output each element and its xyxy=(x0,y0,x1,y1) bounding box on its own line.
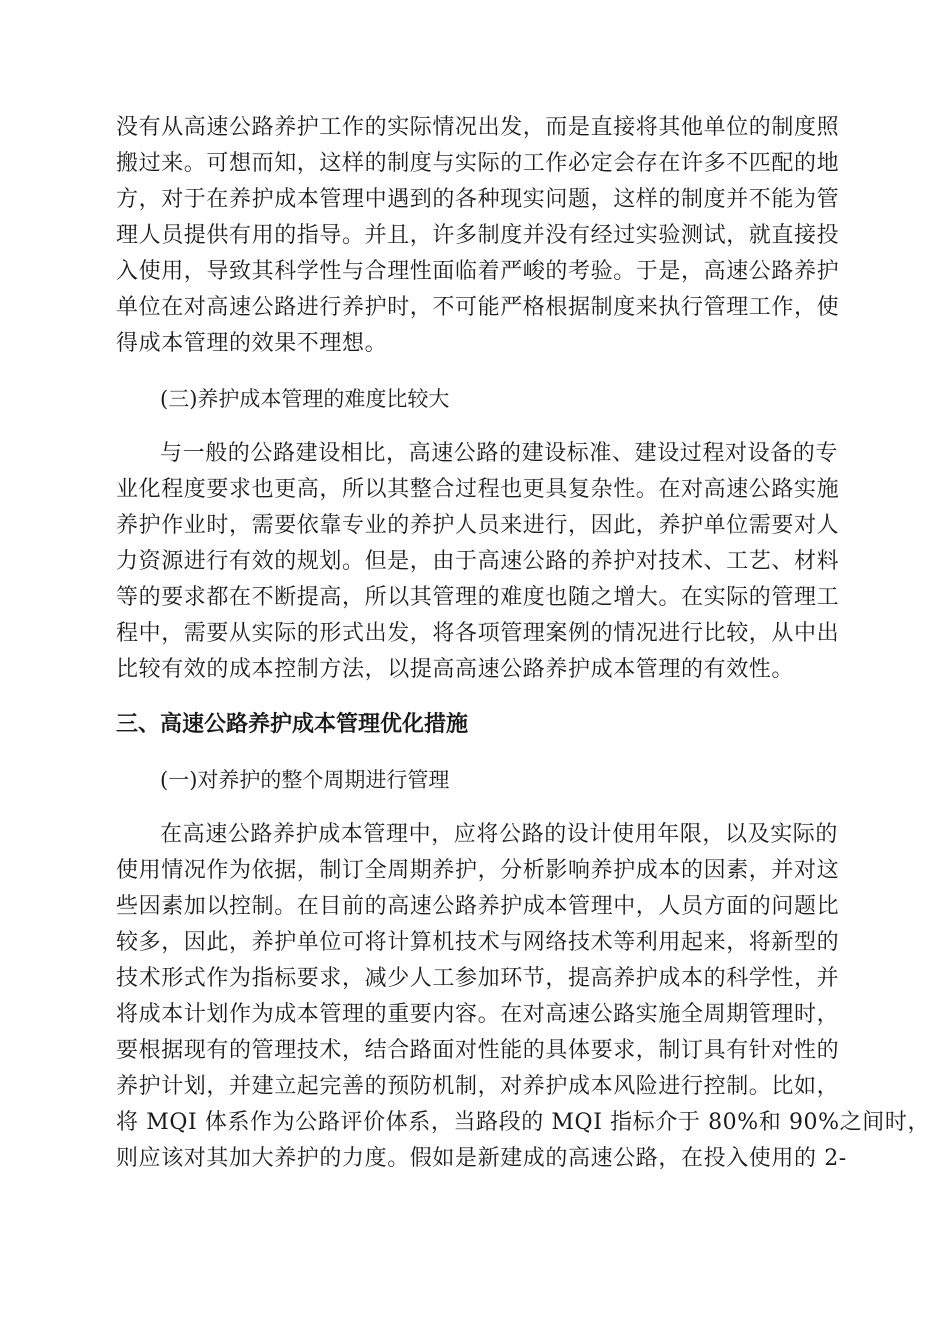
text-line: 得成本管理的效果不理想。 xyxy=(116,331,388,356)
text-line: 养护计划，并建立起完善的预防机制，对养护成本风险进行控制。比如， xyxy=(116,1074,840,1099)
text-line: 些因素加以控制。在目前的高速公路养护成本管理中，人员方面的问题比 xyxy=(116,894,840,919)
paragraph-3 xyxy=(116,817,931,1177)
subheading-difficulty: (三)养护成本管理的难度比较大 xyxy=(160,387,450,411)
paragraph-1 xyxy=(116,110,840,362)
document-page xyxy=(116,110,931,1196)
text-line: 入使用，导致其科学性与合理性面临着严峻的考验。于是，高速公路养护 xyxy=(116,259,840,284)
text-line: 与一般的公路建设相比，高速公路的建设标准、建设过程对设备的专 xyxy=(160,441,839,466)
text-line: 养护作业时，需要依靠专业的养护人员来进行，因此，养护单位需要对人 xyxy=(116,513,840,538)
text-line: 理人员提供有用的指导。并且，许多制度并没有经过实验测试，就直接投 xyxy=(116,223,840,248)
text-line: 方，对于在养护成本管理中遇到的各种现实问题，这样的制度并不能为管 xyxy=(116,187,840,212)
paragraph-2 xyxy=(116,436,840,688)
text-line: 较多，因此，养护单位可将计算机技术与网络技术等利用起来，将新型的 xyxy=(116,930,840,955)
text-line: 没有从高速公路养护工作的实际情况出发，而是直接将其他单位的制度照 xyxy=(116,115,840,140)
text-line: 力资源进行有效的规划。但是，由于高速公路的养护对技术、工艺、材料 xyxy=(116,549,840,574)
text-line: 单位在对高速公路进行养护时，不可能严格根据制度来执行管理工作，使 xyxy=(116,295,840,320)
section-heading: 三、高速公路养护成本管理优化措施 xyxy=(116,712,469,737)
text-line: 将成本计划作为成本管理的重要内容。在对高速公路实施全周期管理时， xyxy=(116,1002,840,1027)
text-line: 使用情况作为依据，制订全周期养护，分析影响养护成本的因素，并对这 xyxy=(116,858,840,883)
subheading-full-cycle: (一)对养护的整个周期进行管理 xyxy=(160,768,450,792)
text-line: 则应该对其加大养护的力度。假如是新建成的高速公路，在投入使用的 2- xyxy=(116,1146,847,1171)
text-line: 技术形式作为指标要求，减少人工参加环节，提高养护成本的科学性，并 xyxy=(116,966,840,991)
text-line: 要根据现有的管理技术，结合路面对性能的具体要求，制订具有针对性的 xyxy=(116,1038,840,1063)
text-line: 搬过来。可想而知，这样的制度与实际的工作必定会存在许多不匹配的地 xyxy=(116,151,840,176)
text-line: 比较有效的成本控制方法，以提高高速公路养护成本管理的有效性。 xyxy=(116,657,795,682)
text-line: 等的要求都在不断提高，所以其管理的难度也随之增大。在实际的管理工 xyxy=(116,585,840,610)
text-line: 程中，需要从实际的形式出发，将各项管理案例的情况进行比较，从中出 xyxy=(116,621,840,646)
text-line: 在高速公路养护成本管理中，应将公路的设计使用年限，以及实际的 xyxy=(160,822,839,847)
text-line: 业化程度要求也更高，所以其整合过程也更具复杂性。在对高速公路实施 xyxy=(116,477,840,502)
text-line: 将 MQI 体系作为公路评价体系，当路段的 MQI 指标介于 80%和 90%之间时， xyxy=(116,1110,931,1135)
